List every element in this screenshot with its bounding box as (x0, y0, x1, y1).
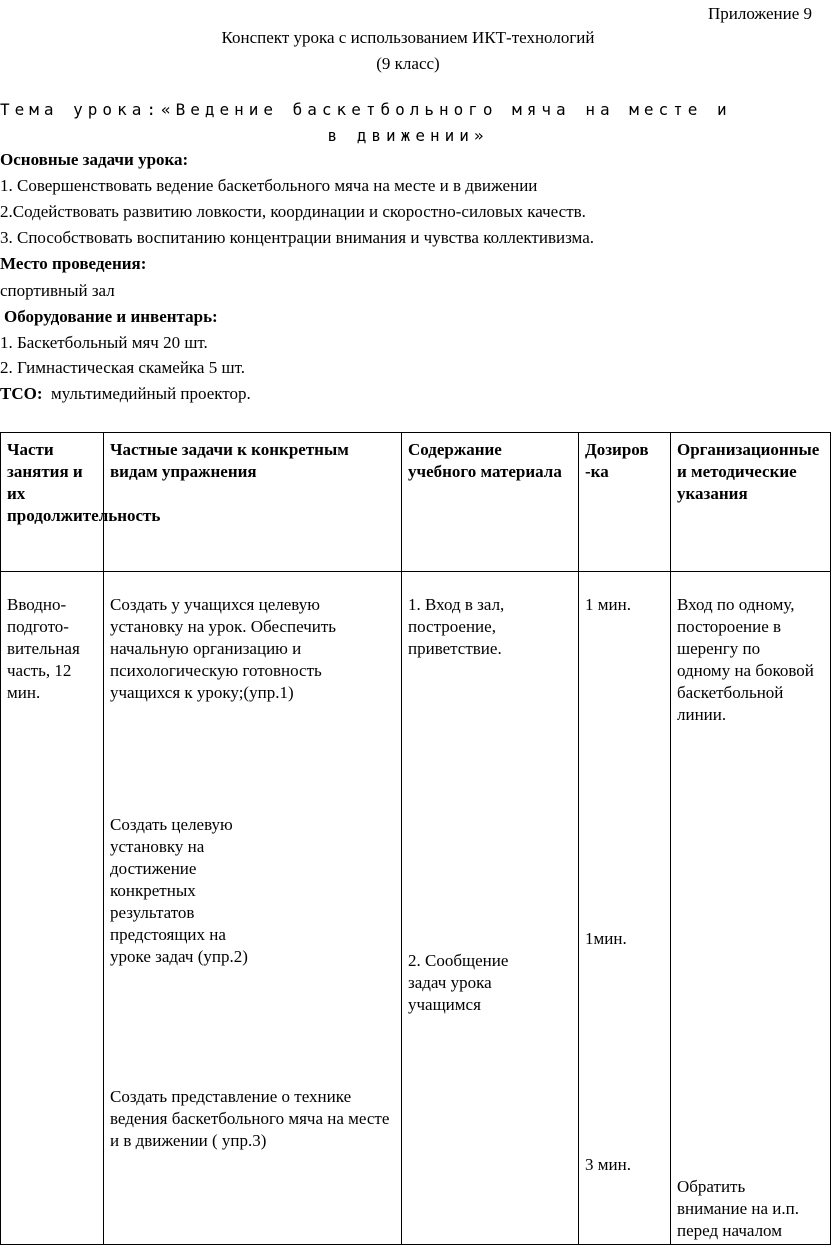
content-cell (402, 572, 579, 1245)
tasks-heading: Основные задачи урока: (0, 150, 189, 169)
equipment-item: 2. Гимнастическая скамейка 5 шт. (0, 358, 245, 377)
task-item: 3. Способствовать воспитанию концентрации внимания и чувства коллективизма. (0, 228, 594, 247)
dosage-text: 1 мин. (585, 595, 631, 614)
table-row (1, 572, 831, 1245)
tasks-cell (104, 572, 402, 1245)
dosage-cell (579, 572, 671, 1245)
notes-cell (671, 572, 831, 1245)
part-cell: Вводно-подгото-вительная часть, 12 мин. (1, 572, 104, 1245)
task-item: 1. Совершенствовать ведение баскетбольного мяча на месте и в движении (0, 176, 538, 195)
lesson-topic-line2: в движении» (327, 126, 489, 145)
equipment-heading: Оборудование и инвентарь: (4, 307, 218, 326)
content-text: 2. Сообщение задач урока учащимся (408, 951, 509, 1014)
dosage-text: 3 мин. (585, 1155, 631, 1174)
document-title: Конспект урока с использованием ИКТ-технологий (221, 28, 595, 47)
content-text: 1. Вход в зал, построение, приветствие. (408, 595, 505, 658)
appendix-label: Приложение 9 (708, 4, 812, 23)
place-value: спортивный зал (0, 281, 115, 300)
note-text: Вход по одному, постороение в шеренгу по одному на боковой баскетбольной линии. (677, 595, 814, 724)
task-text: Создать у учащихся целевую установку на урок. Обеспечить начальную организацию и психологическую готовность учащихся к уроку;(упр.1) (110, 595, 337, 702)
grade-label: (9 класс) (376, 54, 440, 73)
column-header: Содержание учебного материала (402, 433, 579, 572)
equipment-item: 1. Баскетбольный мяч 20 шт. (0, 333, 208, 352)
tso-line: ТСО: мультимедийный проектор. (0, 384, 251, 403)
note-text: Обратить внимание на и.п. перед началом (677, 1177, 799, 1240)
dosage-text: 1мин. (585, 929, 627, 948)
column-header: Частные задачи к конкретным видам упражнения (104, 433, 402, 572)
lesson-plan-table (0, 432, 831, 1245)
place-heading: Место проведения: (0, 254, 147, 273)
task-text: Создать представление о технике ведения баскетбольного мяча на месте и в движении ( упр.3) (110, 1087, 390, 1150)
column-header: Части занятия и их продолжительность (1, 433, 104, 572)
task-text: Создать целевую установку на достижение конкретных результатов предстоящих на уроке задач (упр.2) (110, 815, 248, 966)
lesson-topic-line1: Тема урока:«Ведение баскетбольного мяча на месте и (0, 100, 732, 119)
column-header: Дозиров -ка (579, 433, 671, 572)
column-header: Организационные и методические указания (671, 433, 831, 572)
table-header-row (1, 433, 831, 572)
task-item: 2.Содействовать развитию ловкости, координации и скоростно-силовых качеств. (0, 202, 586, 221)
